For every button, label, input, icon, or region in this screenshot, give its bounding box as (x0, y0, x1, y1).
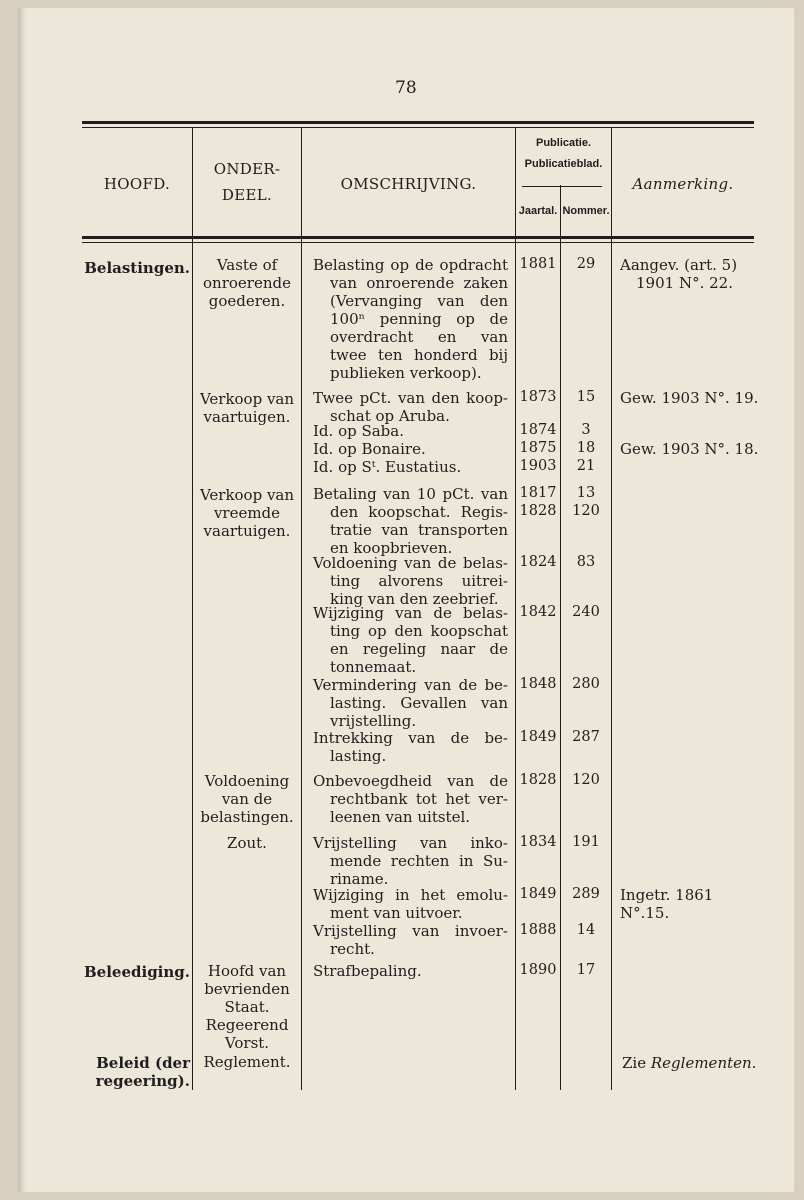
jaartal-cell: 1817 (519, 485, 557, 501)
omschrijving-entry (313, 604, 508, 676)
onderdeel-line: Reglement. (203, 1053, 291, 1071)
omschrijving-line: ment van uitvoer. (330, 904, 463, 922)
omschrijving-entry (313, 256, 508, 382)
omschrijving-entry (313, 922, 508, 958)
hoofd-beleediging: Beleediging. (84, 963, 190, 981)
omschrijving-entry (313, 772, 508, 826)
omschrijving-line: recht. (330, 940, 375, 958)
nommer-cell: 3 (581, 422, 591, 438)
omschrijving-line: Vrijstelling van inko- (313, 834, 508, 852)
jaartal-cell: 1881 (519, 256, 557, 272)
jaartal-cell: 1824 (519, 554, 557, 570)
onderdeel-line: Verkoop van (199, 486, 295, 504)
jaartal-cell: 1834 (519, 834, 557, 850)
jaartal-cell: 1874 (519, 422, 557, 438)
jaartal-cell: 1848 (519, 676, 557, 692)
omschrijving-line: mende rechten in Su- (330, 852, 508, 870)
omschrijving-line: Id. op Saba. (313, 422, 404, 440)
onderdeel-zout (193, 834, 301, 852)
aanmerking-line: 1901 N°. 22. (636, 274, 733, 292)
header-hoofd: HOOFD. (103, 175, 171, 193)
onderdeel-line: Hoofd van (207, 962, 287, 980)
onderdeel-line: Voldoening (204, 772, 290, 790)
hoofd-beleid-2: regeering). (95, 1072, 190, 1090)
col-line-5 (611, 128, 612, 1090)
nommer-cell: 17 (576, 962, 596, 978)
omschrijving-line: schat op Aruba. (330, 407, 450, 425)
omschrijving-line: twee ten honderd bij (330, 346, 508, 364)
omschrijving-entry (313, 676, 508, 730)
omschrijving-line: leenen van uitstel. (330, 808, 471, 826)
onderdeel-line: bevrienden (204, 980, 290, 998)
header-omschrijving: OMSCHRIJVING. (340, 175, 477, 193)
onderdeel-line: Vorst. (224, 1034, 270, 1052)
omschrijving-line: Belasting op de opdracht (313, 256, 508, 274)
aanmerking-line: Gew. 1903 N°. 19. (620, 389, 759, 407)
onderdeel-line: van de (221, 790, 273, 808)
omschrijving-line: Id. op Bonaire. (313, 440, 426, 458)
omschrijving-entry (313, 422, 508, 440)
zie-prefix: Zie (622, 1054, 647, 1072)
header-publicatie: Publicatie. (535, 137, 592, 149)
aanmerking-cell (620, 256, 762, 292)
omschrijving-entry (313, 554, 508, 608)
hoofd-belastingen: Belastingen. (84, 259, 190, 277)
jaartal-cell: 1890 (519, 962, 557, 978)
onderdeel-reglement (193, 1053, 301, 1071)
nommer-cell: 120 (572, 503, 600, 519)
onderdeel-line: vaartuigen. (203, 522, 291, 540)
onderdeel-line: onroerende (203, 274, 291, 292)
aanmerking-line: Gew. 1903 N°. 18. (620, 440, 759, 458)
jaartal-cell: 1875 (519, 440, 557, 456)
zie-reference (622, 1054, 756, 1072)
nommer-cell: 287 (572, 729, 600, 745)
omschrijving-line: en regeling naar de (330, 640, 508, 658)
pub-sub-rule (522, 186, 602, 187)
omschrijving-line: den koopschat. Regis- (330, 503, 508, 521)
onderdeel-line: Zout. (227, 834, 267, 852)
header-onderdeel-2: DEEL. (221, 186, 273, 204)
omschrijving-line: vrijstelling. (330, 712, 417, 730)
omschrijving-line: Twee pCt. van den koop- (313, 389, 508, 407)
omschrijving-line: Intrekking van de be- (313, 729, 508, 747)
col-line-2 (301, 128, 302, 1090)
omschrijving-line: tonnemaat. (330, 658, 417, 676)
nommer-cell: 120 (572, 772, 600, 788)
nommer-cell: 240 (572, 604, 600, 620)
top-rule-thin (82, 127, 754, 128)
omschrijving-line: Strafbepaling. (313, 962, 422, 980)
omschrijving-entry (313, 389, 508, 425)
aanmerking-cell (620, 389, 762, 407)
omschrijving-entry (313, 440, 508, 458)
jaartal-cell: 1903 (519, 458, 557, 474)
nommer-cell: 18 (576, 440, 596, 456)
omschrijving-line: Betaling van 10 pCt. van (313, 485, 508, 503)
omschrijving-entry (313, 458, 508, 476)
omschrijving-line: Onbevoegdheid van de (313, 772, 508, 790)
aanmerking-line: Aangev. (art. 5) (620, 256, 738, 274)
onderdeel-vaste (193, 256, 301, 310)
omschrijving-line: overdracht en van (330, 328, 508, 346)
onderdeel-line: vreemde (213, 504, 281, 522)
jaartal-cell: 1873 (519, 389, 557, 405)
jaartal-cell: 1828 (519, 503, 557, 519)
jaartal-cell: 1888 (519, 922, 557, 938)
omschrijving-line: 100ⁿ penning op de (330, 310, 508, 328)
nommer-cell: 191 (572, 834, 600, 850)
omschrijving-line: king van den zeebrief. (330, 590, 499, 608)
header-onderdeel-1: ONDER- (213, 160, 281, 178)
omschrijving-line: Vrijstelling van invoer- (313, 922, 508, 940)
jaartal-cell: 1828 (519, 772, 557, 788)
omschrijving-line: lasting. (330, 747, 387, 765)
omschrijving-line: ting alvorens uitrei- (330, 572, 508, 590)
omschrijving-entry (313, 886, 508, 922)
aanmerking-line: Ingetr. 1861 N°.15. (620, 886, 714, 922)
header-jaartal: Jaartal. (518, 205, 558, 217)
omschrijving-entry (313, 962, 508, 980)
header-nommer: Nommer. (562, 205, 610, 217)
omschrijving-line: Id. op Sᵗ. Eustatius. (313, 458, 462, 476)
jaartal-cell: 1849 (519, 886, 557, 902)
omschrijving-line: riname. (330, 870, 389, 888)
onderdeel-line: Regeerend (205, 1016, 289, 1034)
omschrijving-line: rechtbank tot het ver- (330, 790, 508, 808)
jaartal-cell: 1842 (519, 604, 557, 620)
aanmerking-cell (620, 440, 762, 458)
nommer-cell: 289 (572, 886, 600, 902)
hoofd-beleid-1: Beleid (der (96, 1054, 190, 1072)
col-line-4 (560, 185, 561, 1090)
onderdeel-line: goederen. (208, 292, 286, 310)
omschrijving-entry (313, 834, 508, 888)
onderdeel-voldoening (193, 772, 301, 826)
top-rule (82, 121, 754, 124)
onderdeel-line: Vaste of (216, 256, 278, 274)
omschrijving-line: tratie van transporten (330, 521, 508, 539)
omschrijving-line: Vermindering van de be- (313, 676, 508, 694)
omschrijving-line: publieken verkoop). (330, 364, 482, 382)
onderdeel-line: Verkoop van (199, 390, 295, 408)
jaartal-cell: 1849 (519, 729, 557, 745)
nommer-cell: 29 (576, 256, 596, 272)
page-number: 78 (395, 78, 417, 98)
omschrijving-line: (Vervanging van den (330, 292, 508, 310)
header-aanmerking: Aanmerking. (632, 175, 734, 193)
onderdeel-hoofd-staat (193, 962, 301, 1052)
omschrijving-entry (313, 729, 508, 765)
omschrijving-line: Wijziging van de belas- (313, 604, 508, 622)
omschrijving-line: en koopbrieven. (330, 539, 453, 557)
omschrijving-line: Wijziging in het emolu- (313, 886, 508, 904)
omschrijving-line: ting op den koopschat (330, 622, 508, 640)
nommer-cell: 14 (576, 922, 596, 938)
header-publicatieblad: Publicatieblad. (524, 158, 603, 170)
onderdeel-verkoop-vreemde (193, 486, 301, 540)
nommer-cell: 13 (576, 485, 596, 501)
header-rule-thin (82, 242, 754, 243)
omschrijving-line: van onroerende zaken (330, 274, 508, 292)
aanmerking-cell (620, 886, 762, 922)
onderdeel-line: vaartuigen. (203, 408, 291, 426)
nommer-cell: 280 (572, 676, 600, 692)
omschrijving-line: Voldoening van de belas- (313, 554, 508, 572)
onderdeel-line: Staat. (224, 998, 270, 1016)
nommer-cell: 15 (576, 389, 596, 405)
onderdeel-verkoop (193, 390, 301, 426)
nommer-cell: 21 (576, 458, 596, 474)
omschrijving-entry (313, 485, 508, 557)
nommer-cell: 83 (576, 554, 596, 570)
onderdeel-line: belastingen. (200, 808, 294, 826)
zie-ref: Reglementen. (650, 1054, 757, 1072)
header-rule (82, 236, 754, 239)
omschrijving-line: lasting. Gevallen van (330, 694, 508, 712)
